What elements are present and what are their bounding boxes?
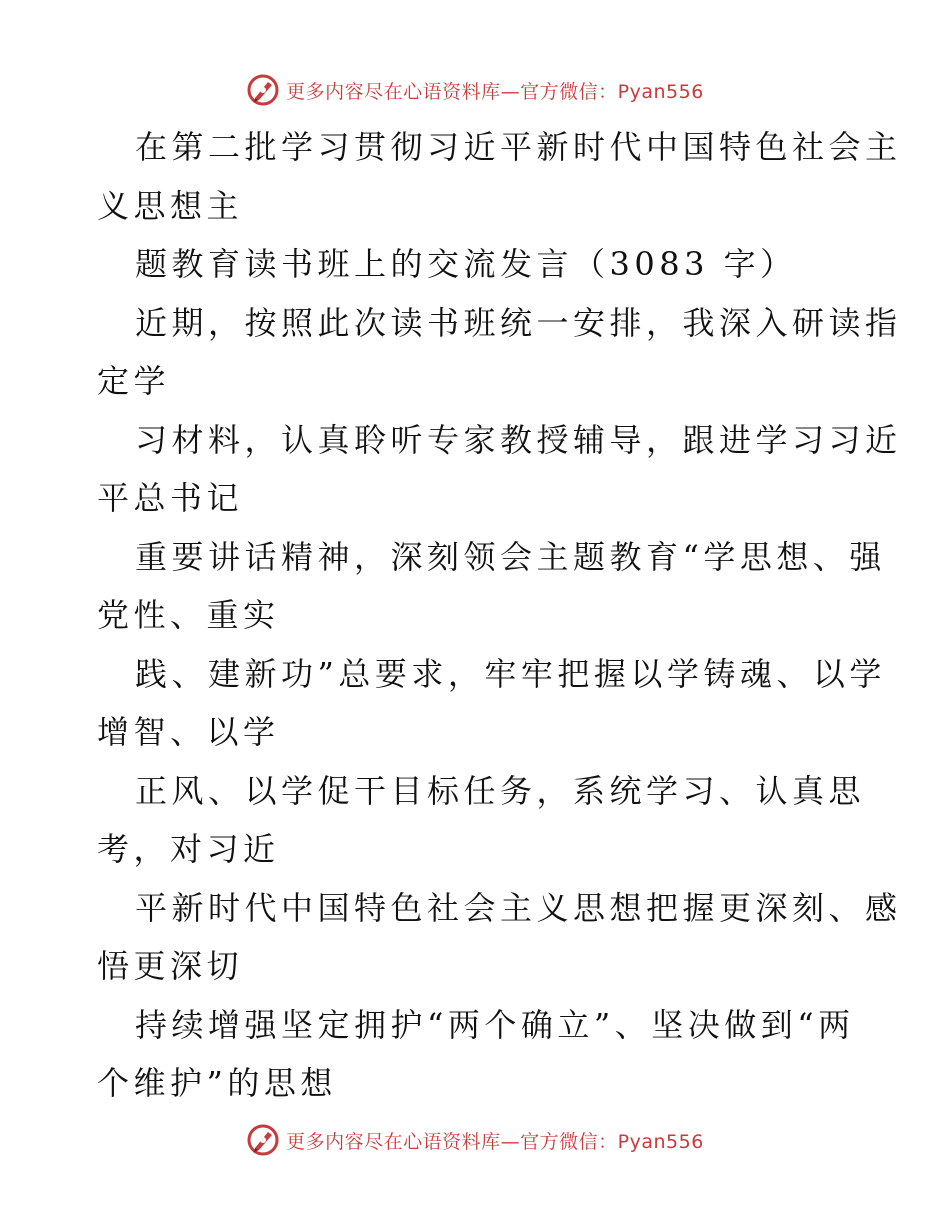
header-watermark (0, 68, 950, 112)
text-line: 正风、以学促干目标任务，系统学习、认真思 (135, 771, 866, 810)
text-line: 考，对习近 (97, 830, 280, 868)
text-line: 个维护”的思想 (97, 1064, 337, 1102)
pen-logo-icon (246, 73, 280, 107)
text-line: 在第二批学习贯彻习近平新时代中国特色社会主 (135, 128, 902, 166)
pen-logo-icon (246, 1123, 280, 1157)
text-line: 习材料，认真聆听专家教授辅导，跟进学习习近 (135, 420, 902, 459)
footer-watermark (0, 1118, 950, 1162)
text-line: 持续增强坚定拥护“两个确立”、坚决做到“两 (135, 1005, 855, 1044)
text-line: 平新时代中国特色社会主义思想把握更深刻、感 (135, 888, 902, 927)
text-line: 重要讲话精神，深刻领会主题教育“学思想、强 (135, 537, 886, 576)
text-line: 党性、重实 (97, 596, 280, 634)
text-line: 践、建新功”总要求，牢牢把握以学铸魂、以学 (135, 654, 886, 693)
text-line: 义思想主 (97, 186, 244, 225)
text-line: 平总书记 (97, 479, 244, 517)
text-line: 题教育读书班上的交流发言（3083 字） (135, 245, 797, 283)
text-line: 定学 (97, 362, 171, 400)
document-body (97, 118, 902, 1113)
watermark-text: 更多内容尽在心语资料库—官方微信：Pyan556 (286, 80, 704, 103)
text-line: 近期，按照此次读书班统一安排，我深入研读指 (135, 303, 902, 342)
text-line: 增智、以学 (97, 713, 280, 751)
text-line: 悟更深切 (97, 947, 244, 985)
watermark-text: 更多内容尽在心语资料库—官方微信：Pyan556 (286, 1130, 704, 1153)
